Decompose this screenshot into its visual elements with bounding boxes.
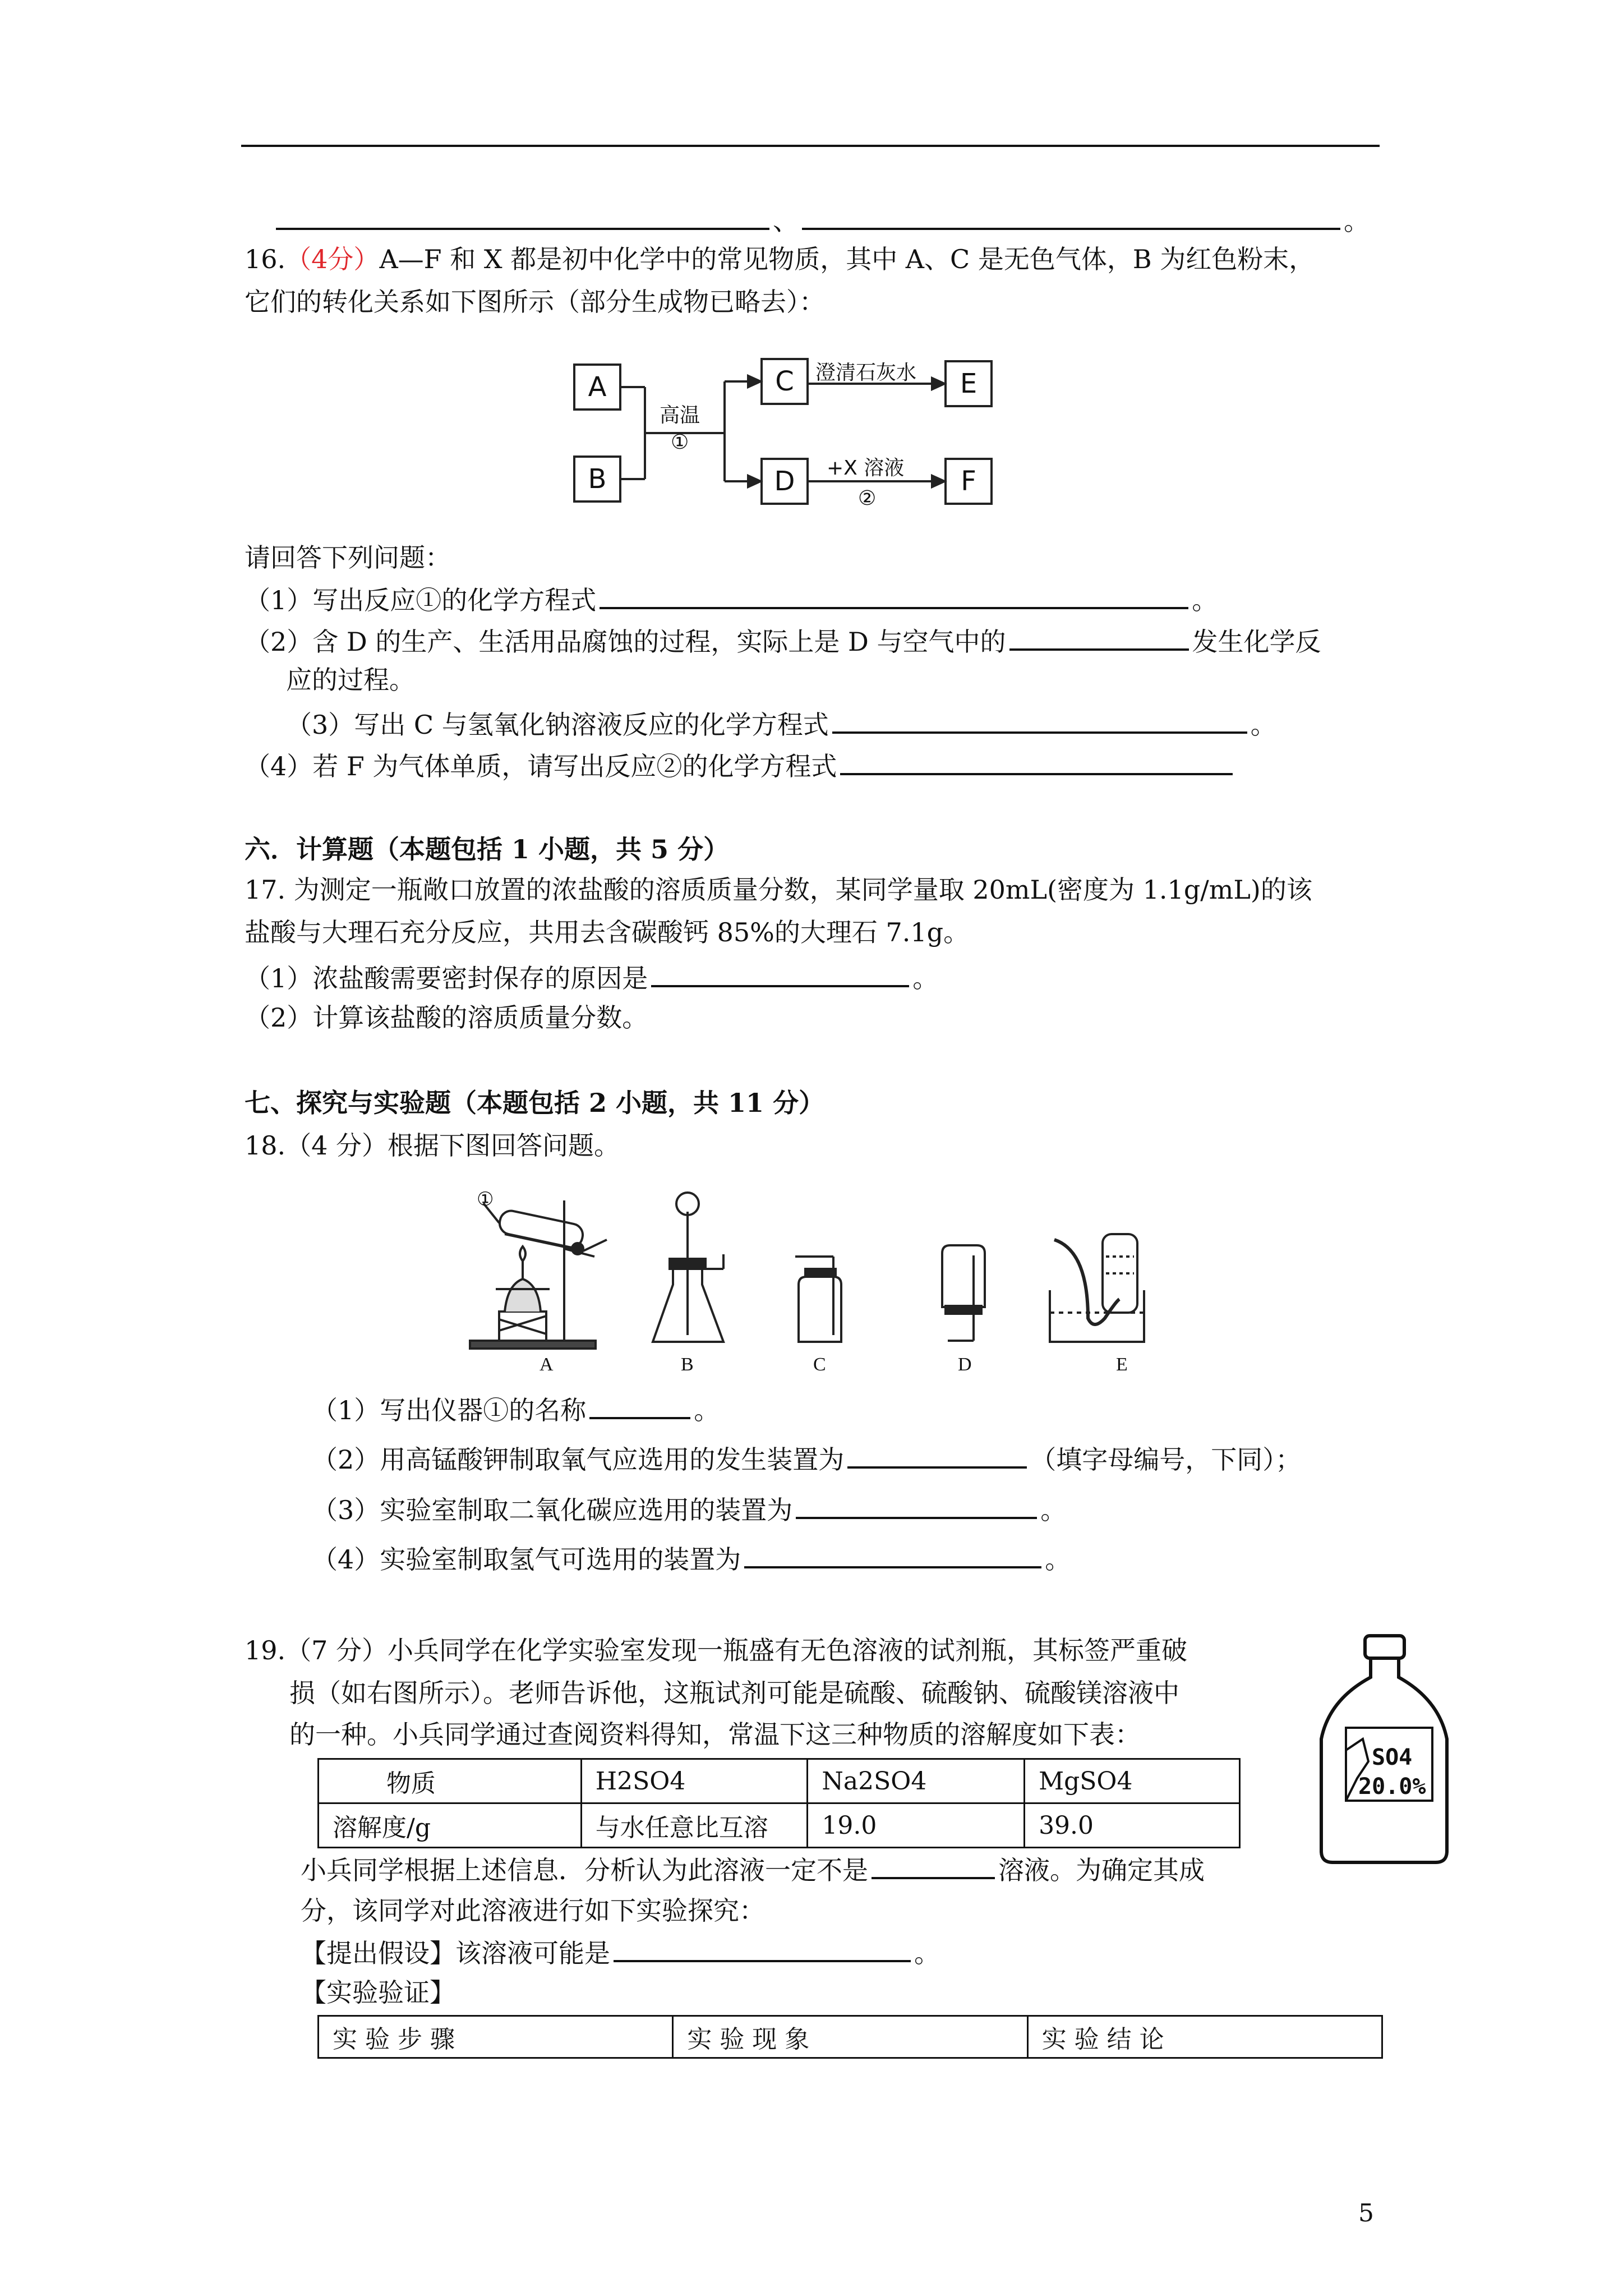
table-header-cell: MgSO4 (1025, 1759, 1240, 1803)
reaction-number-2: ② (858, 487, 877, 510)
table-header-cell: 物质 (319, 1759, 582, 1803)
solubility-table (317, 1758, 1241, 1848)
q16-prompt: 请回答下列问题： (245, 542, 451, 573)
q18-sub4: （4）实验室制取氢气可选用的装置为 。 (312, 1540, 1071, 1576)
apparatus-label-e: E (1116, 1354, 1128, 1375)
box-c: C (760, 358, 809, 405)
q18-line: 18.（4 分）根据下图回答问题。 (245, 1130, 620, 1161)
q18-sub3: （3）实验室制取二氧化碳应选用的装置为 。 (312, 1491, 1066, 1527)
q16-line1: 16.（4分）A—F 和 X 都是初中化学中的常见物质，其中 A、C 是无色气体，B 为红色粉末， (245, 244, 1315, 274)
box-f: F (944, 458, 993, 505)
q16-sub2: （2）含 D 的生产、生活用品腐蚀的过程，实际上是 D 与空气中的 发生化学反 (245, 623, 1321, 659)
table-cell: 与水任意比互溶 (581, 1803, 808, 1848)
apparatus-label-c: C (813, 1354, 826, 1375)
section-7-heading: 七、探究与实验题（本题包括 2 小题，共 11 分） (245, 1088, 825, 1118)
q17-sub1: （1）浓盐酸需要密封保存的原因是 。 (245, 959, 938, 995)
apparatus-label-b: B (681, 1354, 694, 1375)
apparatus-label-a: A (540, 1354, 554, 1375)
experiment-table (317, 2015, 1383, 2059)
bottle-label-formula: SO4 (1372, 1745, 1413, 1770)
table-header-cell: H2SO4 (581, 1759, 808, 1803)
q19-verify: 【实验验证】 (301, 1977, 455, 2008)
apparatus-label-d: D (958, 1354, 972, 1375)
q16-line2: 它们的转化关系如下图所示（部分生成物已略去）： (245, 287, 825, 317)
q16-sub1: （1）写出反应①的化学方程式 。 (245, 581, 1218, 617)
reaction-number-1: ① (671, 431, 689, 454)
bottle-label-percent: 20.0% (1358, 1774, 1426, 1800)
table-row (319, 1803, 1240, 1848)
q19-line2: 损（如右图所示）。老师告诉他，这瓶试剂可能是硫酸、硫酸钠、硫酸镁溶液中 (289, 1678, 1179, 1708)
answer-blank (872, 1851, 995, 1879)
q17-line1: 17. 为测定一瓶敞口放置的浓盐酸的溶质质量分数，某同学量取 20mL(密度为 1.1g/mL)的该 (245, 875, 1312, 905)
table-cell: 39.0 (1025, 1803, 1240, 1848)
apparatus-marker: ① (477, 1189, 494, 1210)
q18-sub1: （1）写出仪器①的名称 。 (312, 1391, 720, 1427)
q16-sub4: （4）若 F 为气体单质，请写出反应②的化学方程式 (245, 747, 1236, 783)
box-a: A (573, 364, 621, 411)
q19-line4: 小兵同学根据上述信息．分析认为此溶液一定不是 溶液。为确定其成 (301, 1851, 1205, 1887)
q16-score: （4分） (285, 244, 380, 274)
q17-sub2: （2）计算该盐酸的溶质质量分数。 (245, 1002, 648, 1033)
q19-line1: 19.（7 分）小兵同学在化学实验室发现一瓶盛有无色溶液的试剂瓶，其标签严重破 (245, 1635, 1188, 1665)
answer-blank (614, 1934, 911, 1962)
q16-sub2-cont: 应的过程。 (286, 665, 415, 695)
q16-sub3: （3）写出 C 与氢氧化钠溶液反应的化学方程式 。 (286, 706, 1276, 742)
section-6-heading: 六．计算题（本题包括 1 小题，共 5 分） (245, 834, 730, 864)
condition-high-temp: 高温 (660, 404, 700, 427)
condition-x-solution: +X 溶液 (827, 457, 905, 480)
table-header-cell: 实 验 结 论 (1027, 2016, 1382, 2058)
condition-limewater: 澄清石灰水 (815, 361, 917, 384)
q19-line3: 的一种。小兵同学通过查阅资料得知，常温下这三种物质的溶解度如下表： (289, 1719, 1141, 1750)
page-number: 5 (1358, 2199, 1374, 2228)
table-cell: 19.0 (808, 1803, 1025, 1848)
q19-hypothesis: 【提出假设】该溶液可能是 。 (301, 1934, 940, 1970)
table-header-cell: Na2SO4 (808, 1759, 1025, 1803)
q17-line2: 盐酸与大理石充分反应，共用去含碳酸钙 85%的大理石 7.1g。 (245, 917, 970, 947)
box-d: D (760, 458, 809, 505)
q19-line5: 分，该同学对此溶液进行如下实验探究： (301, 1895, 765, 1926)
table-row (319, 1759, 1240, 1803)
table-row (319, 2016, 1382, 2058)
table-header-cell: 实 验 步 骤 (319, 2016, 673, 2058)
box-b: B (573, 455, 621, 503)
q15-tail-line: 、 。 (273, 202, 1370, 238)
table-header-cell: 实 验 现 象 (673, 2016, 1027, 2058)
box-e: E (944, 360, 993, 407)
q18-sub2: （2）用高锰酸钾制取氧气应选用的发生装置为 （填字母编号，下同）； (312, 1441, 1301, 1476)
table-cell: 溶解度/g (319, 1803, 582, 1848)
